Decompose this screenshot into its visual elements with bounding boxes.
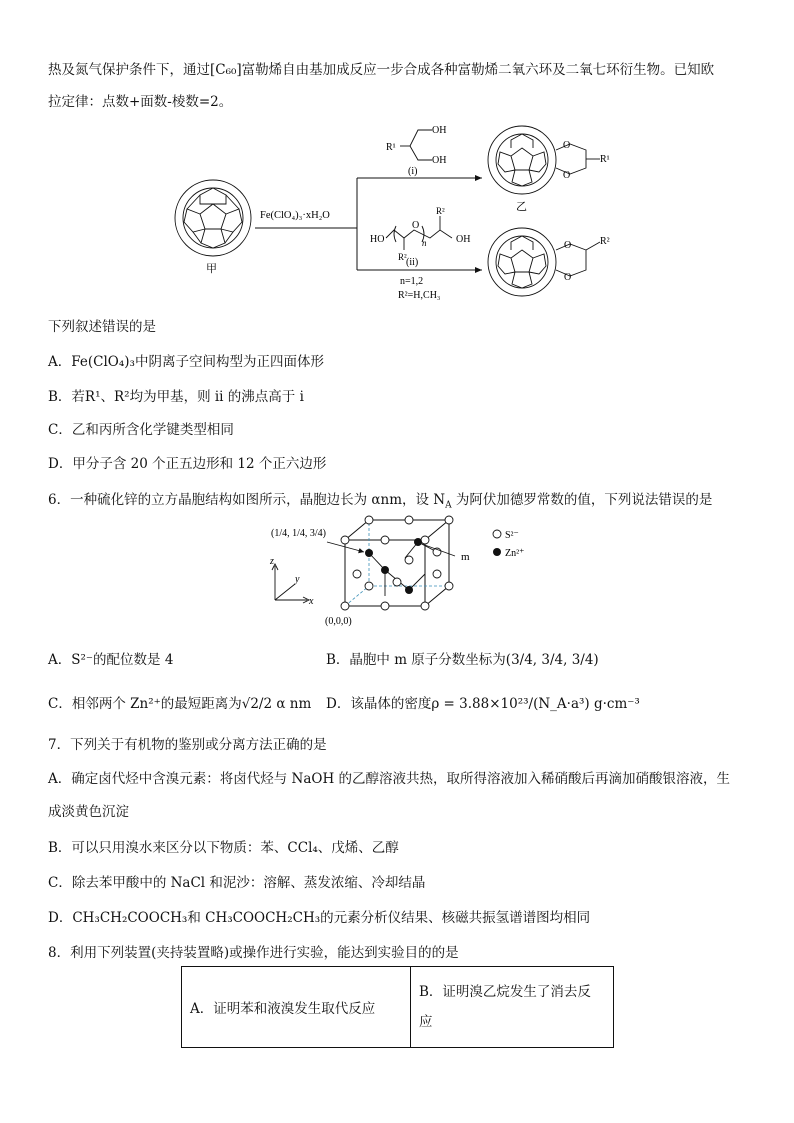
cond-r2-label: R²=H,CH₃ — [398, 290, 441, 301]
fullerene-yi-icon — [488, 126, 556, 194]
o-label-bing-1: O — [564, 240, 572, 251]
q5-option-c: C．乙和丙所含化学键类型相同 — [48, 422, 234, 438]
fullerene-bing-icon — [488, 228, 556, 296]
q5-option-a: A．Fe(ClO₄)₃中阴离子空间构型为正四面体形 — [48, 354, 324, 370]
q6-stem-sub: A — [445, 500, 452, 511]
q6-option-d: D．该晶体的密度ρ = 3.88×10²³/(N_A·a³) g·cm⁻³ — [326, 696, 640, 712]
intro-line-1: 热及氮气保护条件下，通过[C₆₀]富勒烯自由基加成反应一步合成各种富勒烯二氧六环及二氧七环衍生物。已知欧 — [48, 62, 715, 78]
cond-n-label: n=1,2 — [400, 276, 424, 287]
q8-cell-b-line2: 应 — [419, 1014, 433, 1030]
reaction-scheme — [160, 110, 640, 310]
axis-x-label: x — [309, 596, 314, 607]
q6-stem-text: 6．一种硫化锌的立方晶胞结构如图所示，晶胞边长为 αnm，设 N — [48, 492, 446, 508]
dioxane-ring-bing — [556, 242, 600, 276]
reagent-label: Fe(ClO₄)₃·xH₂O — [260, 210, 330, 221]
q7-stem: 7．下列关于有机物的鉴别或分离方法正确的是 — [48, 737, 327, 753]
q7-option-b: B．可以只用溴水来区分以下物质：苯、CCl₄、戊烯、乙醇 — [48, 840, 399, 856]
label-jia: 甲 — [206, 263, 217, 275]
o-label-yi-2: O — [563, 170, 571, 181]
route-i-label: (i) — [408, 166, 418, 177]
axis-z-label: z — [270, 556, 274, 567]
origin-label: (0,0,0) — [325, 616, 352, 627]
q8-cell-b — [411, 967, 614, 1048]
q6-option-c: C．相邻两个 Zn²⁺的最短距离为√2/2 α nm — [48, 696, 312, 712]
r1-label-yi: R¹ — [600, 154, 610, 165]
o-label-ii: O — [412, 220, 420, 231]
q6-option-a: A．S²⁻的配位数是 4 — [48, 652, 174, 668]
r2-label-bottom: R² — [398, 252, 407, 262]
table-row — [182, 967, 614, 1048]
q5-option-d: D．甲分子含 20 个正五边形和 12 个正六边形 — [48, 456, 327, 472]
q5-prompt: 下列叙述错误的是 — [48, 319, 156, 335]
ho-label: HO — [370, 234, 385, 245]
axis-y-label: y — [295, 574, 300, 585]
q8-table — [181, 966, 614, 1048]
o-label-yi-1: O — [563, 140, 571, 151]
oh-label-3: OH — [456, 234, 471, 245]
oh-label-1: OH — [432, 125, 447, 136]
fullerene-jia-icon — [175, 180, 251, 256]
n-sub-label: n — [422, 238, 427, 248]
m-atom-label: m — [461, 551, 470, 563]
r2-label-bing: R² — [600, 236, 610, 247]
oh-label-2: OH — [432, 155, 447, 166]
intro-line-2: 拉定律：点数+面数-棱数=2。 — [48, 94, 233, 110]
q8-stem: 8．利用下列装置(夹持装置略)或操作进行实验，能达到实验目的的是 — [48, 945, 459, 961]
q7-option-d: D．CH₃CH₂COOCH₃和 CH₃COOCH₂CH₃的元素分析仪结果、核磁共振氢谱谱图均相同 — [48, 910, 591, 926]
legend-zn-label: Zn²⁺ — [505, 548, 525, 559]
coord-label: (1/4, 1/4, 3/4) — [271, 528, 326, 539]
q6-stem — [48, 488, 712, 511]
q8-cell-a: A．证明苯和液溴发生取代反应 — [182, 967, 411, 1048]
r2-label-top: R² — [436, 206, 445, 216]
q7-option-c: C．除去苯甲酸中的 NaCl 和泥沙：溶解、蒸发浓缩、冷却结晶 — [48, 875, 426, 891]
r1-label: R¹ — [386, 142, 396, 153]
diol-i-structure — [400, 130, 432, 160]
legend-s-label: S²⁻ — [505, 530, 519, 541]
legend-s-marker — [493, 530, 501, 538]
q6-option-b: B．晶胞中 m 原子分数坐标为(3/4, 3/4, 3/4) — [326, 652, 599, 668]
o-label-bing-2: O — [564, 272, 572, 283]
q7-option-a-line1: A．确定卤代烃中含溴元素：将卤代烃与 NaOH 的乙醇溶液共热，取所得溶液加入稀硝酸后再滴加硝酸银溶液，生 — [48, 771, 731, 787]
legend-zn-marker — [493, 548, 501, 556]
crystal-cell-figure — [265, 512, 565, 632]
q8-cell-b-line1: B．证明溴乙烷发生了消去反 — [419, 984, 591, 1000]
q6-stem-tail: 为阿伏加德罗常数的值，下列说法错误的是 — [451, 492, 713, 508]
label-yi: 乙 — [516, 201, 527, 213]
route-ii-label-visible: (ii) — [406, 257, 419, 268]
q5-option-b: B．若R¹、R²均为甲基，则 ii 的沸点高于 i — [48, 389, 304, 405]
q7-option-a-line2: 成淡黄色沉淀 — [48, 804, 129, 820]
